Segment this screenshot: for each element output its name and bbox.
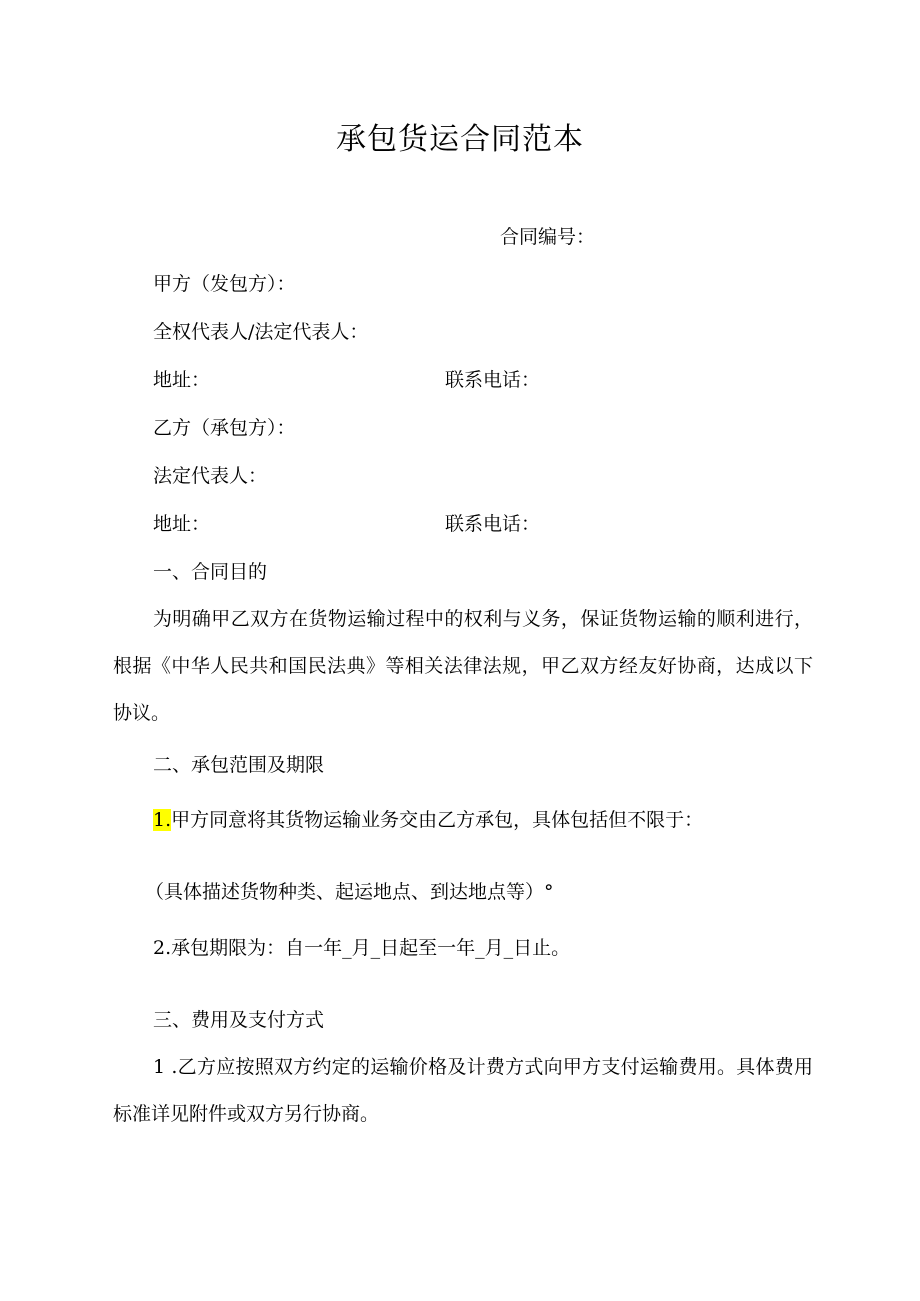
party-b-label: 乙方（承包方）： — [153, 417, 296, 439]
section-2-item-2: 2.承包期限为：自一年_月_日起至一年_月_日止。 — [153, 937, 571, 959]
section-2-item-1-note: （具体描述货物种类、起运地点、到达地点等）° — [145, 881, 554, 903]
party-b-representative-label: 法定代表人： — [153, 465, 268, 487]
page-title: 承包货运合同范本 — [336, 122, 584, 157]
section-2-item-1-text: 甲方同意将其货物运输业务交由乙方承包，具体包括但不限于： — [171, 809, 704, 831]
section-3-heading: 三、费用及支付方式 — [153, 1009, 325, 1031]
party-a-address-label: 地址： — [153, 369, 211, 391]
section-2-heading: 二、承包范围及期限 — [153, 754, 325, 776]
section-1-heading: 一、合同目的 — [153, 561, 268, 583]
party-a-label: 甲方（发包方）： — [153, 273, 296, 295]
contract-number-label: 合同编号： — [500, 226, 596, 248]
section-3-item-1: 1 .乙方应按照双方约定的运输价格及计费方式向甲方支付运输费用。具体费用标准详见附件或双方另行协商。 — [113, 1056, 813, 1125]
party-a-phone-label: 联系电话： — [445, 369, 541, 391]
party-a-representative-label: 全权代表人/法定代表人： — [153, 321, 369, 343]
section-2-item-1-number: 1. — [153, 809, 172, 831]
section-1-paragraph: 为明确甲乙双方在货物运输过程中的权利与义务，保证货物运输的顺利进行，根据《中华人民共和国民法典》等相关法律法规，甲乙双方经友好协商，达成以下协议。 — [113, 608, 813, 724]
party-b-address-label: 地址： — [153, 513, 211, 535]
section-2-item-1 — [153, 806, 703, 834]
party-b-phone-label: 联系电话： — [445, 513, 541, 535]
